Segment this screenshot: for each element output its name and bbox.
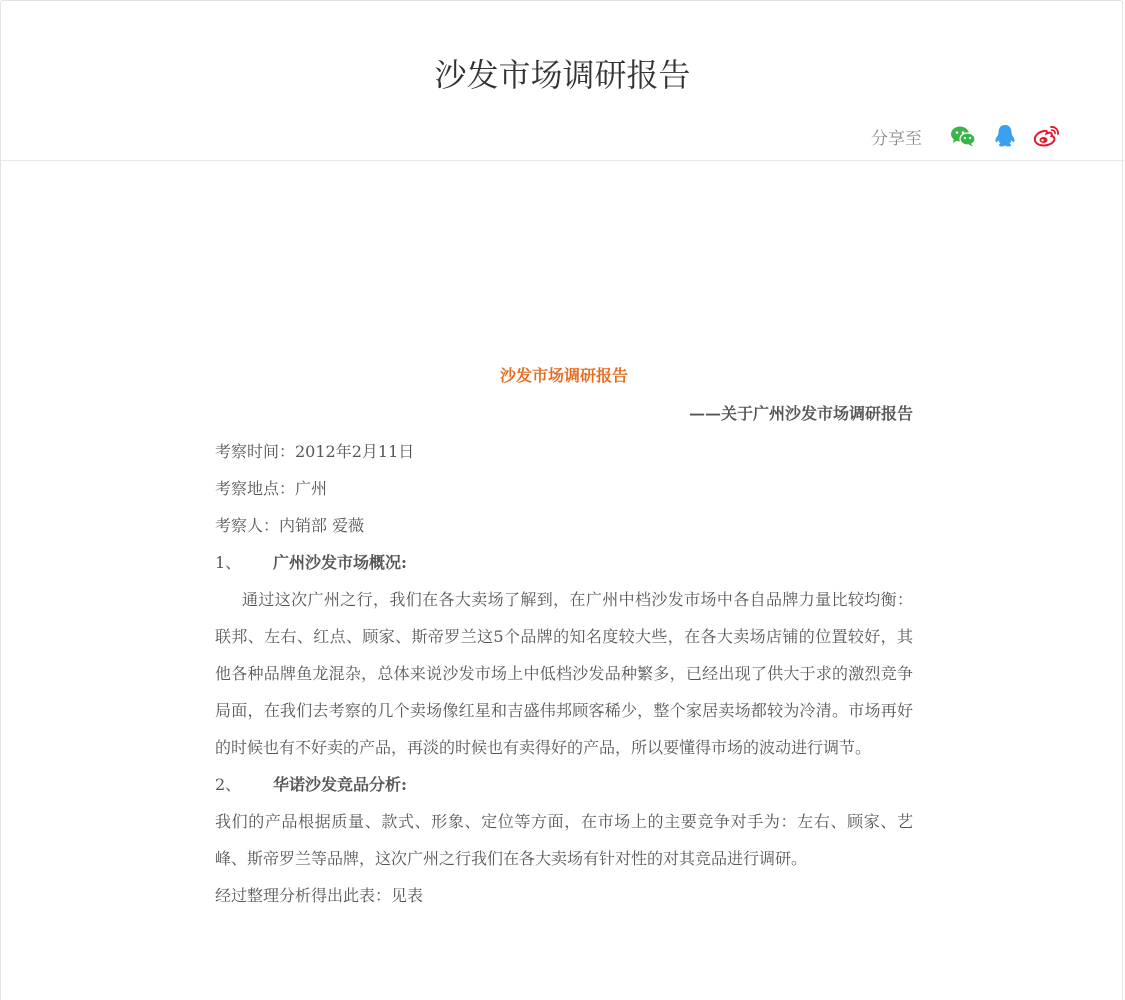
article-body bbox=[215, 357, 913, 914]
document-title: 沙发市场调研报告 bbox=[499, 366, 628, 385]
meta-time: 考察时间：2012年2月11日 bbox=[215, 442, 415, 461]
section-2-paragraph: 我们的产品根据质量、款式、形象、定位等方面，在市场上的主要竞争对手为：左右、顾家、艺峰、斯帝罗兰等品牌，这次广州之行我们在各大卖场有针对性的对其竞品进行调研。 bbox=[215, 812, 913, 868]
section-1-paragraph: 通过这次广州之行，我们在各大卖场了解到，在广州中档沙发市场中各自品牌力量比较均衡：联邦、左右、红点、顾家、斯帝罗兰这5个品牌的知名度较大些，在各大卖场店铺的位置较好，其他各种品牌鱼龙混杂，总体来说沙发市场上中低档沙发品种繁多，已经出现了供大于求的激烈竞争局面，在我们去考察的几个卖场像红星和吉盛伟邦顾客稀少，整个家居卖场都较为冷清。市场再好的时候也有不好卖的产品，再淡的时候也有卖得好的产品，所以要懂得市场的波动进行调节。 bbox=[215, 590, 913, 757]
weibo-icon bbox=[1033, 124, 1061, 148]
section-title: 广州沙发市场概况: bbox=[273, 553, 407, 572]
section-title: 华诺沙发竞品分析: bbox=[273, 775, 407, 794]
document-subtitle: ——关于广州沙发市场调研报告 bbox=[688, 404, 913, 423]
page-header bbox=[1, 1, 1124, 161]
share-wechat-button[interactable] bbox=[948, 121, 978, 151]
share-bar bbox=[871, 121, 1062, 151]
page-title: 沙发市场调研报告 bbox=[434, 56, 691, 94]
share-label: 分享至 bbox=[871, 128, 922, 149]
section-heading-2 bbox=[215, 766, 913, 803]
wechat-icon bbox=[950, 125, 976, 147]
meta-person: 考察人：内销部 爱薇 bbox=[215, 516, 365, 535]
section-number: 2、 bbox=[215, 775, 242, 794]
share-qq-button[interactable] bbox=[990, 121, 1020, 151]
section-2-note: 经过整理分析得出此表：见表 bbox=[215, 886, 424, 905]
meta-place: 考察地点：广州 bbox=[215, 479, 328, 498]
share-weibo-button[interactable] bbox=[1032, 121, 1062, 151]
section-heading-1 bbox=[215, 544, 913, 581]
qq-icon bbox=[994, 124, 1016, 148]
section-number: 1、 bbox=[215, 553, 242, 572]
